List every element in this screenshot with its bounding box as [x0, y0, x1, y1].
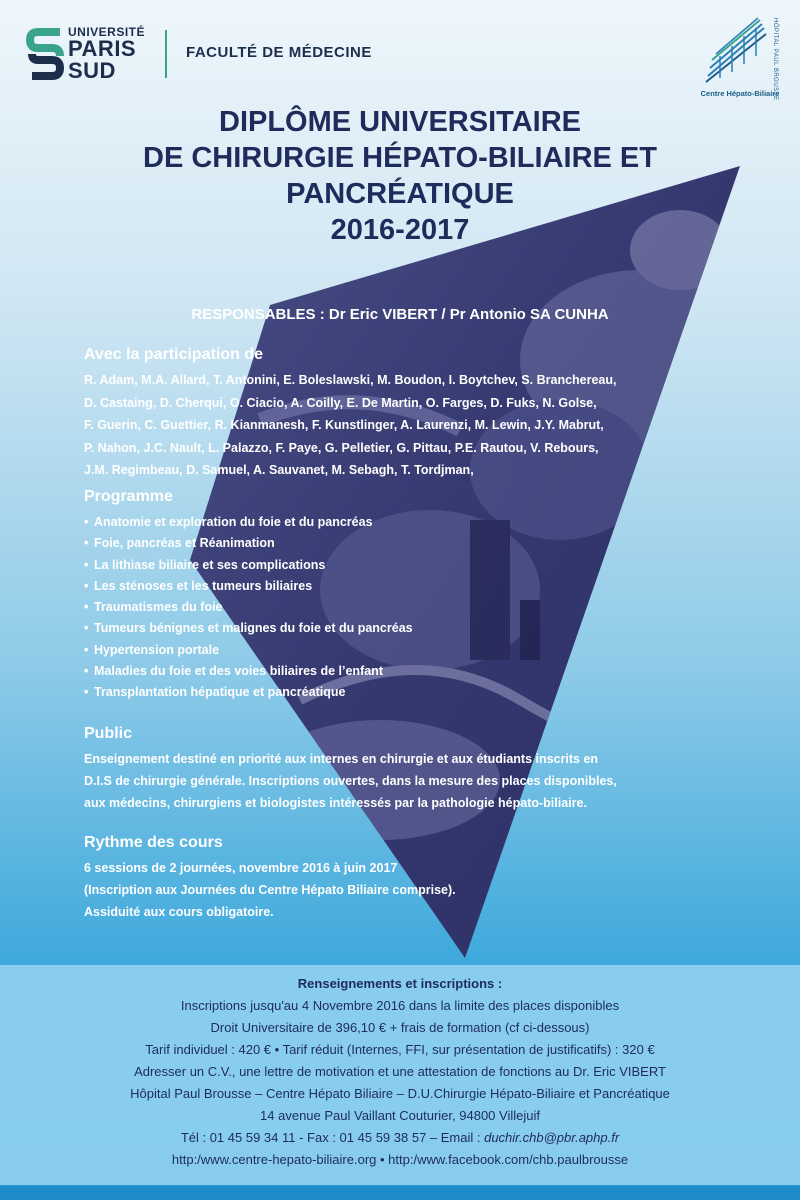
- university-line2: PARIS: [68, 36, 137, 61]
- participation-heading: Avec la participation de: [84, 346, 264, 363]
- participants-line: R. Adam, M.A. Allard, T. Antonini, E. Boleslawski, M. Boudon, I. Boytchev, S. Branchereau,: [84, 373, 617, 387]
- programme-heading: Programme: [84, 488, 173, 505]
- list-item: • Les sténoses et les tumeurs biliaires: [84, 576, 413, 597]
- footer-title: Renseignements et inscriptions :: [297, 976, 503, 991]
- universite-paris-sud-logo: [26, 26, 156, 84]
- participants-line: P. Nahon, J.C. Nault, L. Palazzo, F. Paye, G. Pelletier, G. Pittau, P.E. Rautou, V. Rebours,: [84, 440, 599, 455]
- programme-list: [84, 512, 413, 704]
- footer-info: [0, 973, 800, 1171]
- bullet-icon: •: [84, 557, 89, 572]
- title-line1: DIPLÔME UNIVERSITAIRE: [219, 106, 581, 138]
- building-icon: [700, 16, 772, 86]
- bullet-icon: •: [84, 621, 89, 636]
- title-line2: DE CHIRURGIE HÉPATO-BILIAIRE ET: [143, 142, 657, 174]
- footer-line: Inscriptions jusqu'au 4 Novembre 2016 dans la limite des places disponibles: [180, 998, 620, 1013]
- participants-list: [84, 369, 744, 482]
- list-item: • Hypertension portale: [84, 640, 413, 661]
- public-line: aux médecins, chirurgiens et biologistes intéressés par la pathologie hépato-biliaire.: [84, 796, 587, 810]
- bullet-icon: •: [84, 515, 89, 529]
- public-line: D.I.S de chirurgie générale. Inscriptions ouvertes, dans la mesure des places disponibles,: [84, 774, 617, 788]
- public-line: Enseignement destiné en priorité aux internes en chirurgie et aux étudiants inscrits en: [84, 752, 599, 766]
- participants-line: D. Castaing, D. Cherqui, O. Ciacio, A. Coilly, E. De Martin, O. Farges, D. Fuks, N. Golse,: [84, 395, 597, 410]
- website-link[interactable]: http:/www.centre-hepato-biliaire.org: [171, 1152, 377, 1167]
- bullet-icon: •: [84, 685, 89, 700]
- faculty-name: FACULTÉ DE MÉDECINE: [186, 44, 372, 61]
- footer-line: Tarif individuel : 420 € • Tarif réduit (Internes, FFI, sur présentation de justificatifs) : 320 €: [145, 1042, 655, 1057]
- rythme-line: 6 sessions de 2 journées, novembre 2016 à juin 2017: [84, 861, 398, 875]
- page-title: [0, 104, 800, 248]
- footer-line: Adresser un C.V., une lettre de motivation et une attestation de fonctions au Dr. Eric VIBERT: [134, 1064, 666, 1079]
- participants-line: F. Guerin, C. Guettier, R. Kianmanesh, F. Kunstlinger, A. Laurenzi, M. Lewin, J.Y. Mabrut,: [84, 418, 604, 432]
- university-line1: UNIVERSITÉ: [68, 25, 146, 39]
- public-description: [84, 748, 724, 814]
- footer-line: Droit Universitaire de 396,10 € + frais de formation (cf ci-dessous): [210, 1020, 590, 1035]
- bullet-icon: •: [84, 642, 89, 657]
- footer-line: Hôpital Paul Brousse – Centre Hépato Biliaire – D.U.Chirurgie Hépato-Biliaire et Pancréatique: [130, 1086, 670, 1101]
- centre-hepato-biliaire-logo: [700, 16, 788, 102]
- hospital-vertical-text: HÔPITAL PAUL BROUSSE: [772, 18, 778, 101]
- participants-line: J.M. Regimbeau, D. Samuel, A. Sauvanet, M. Sebagh, T. Tordjman,: [84, 463, 474, 477]
- email-link[interactable]: duchir.chb@pbr.aphp.fr: [484, 1130, 620, 1145]
- list-item: • Maladies du foie et des voies biliaires de l’enfant: [84, 661, 413, 682]
- university-line3: SUD: [68, 58, 116, 83]
- footer-contact: [0, 1127, 800, 1149]
- list-item: • Transplantation hépatique et pancréatique: [84, 682, 413, 703]
- bullet-icon: •: [84, 600, 89, 615]
- public-heading: Public: [84, 725, 133, 742]
- list-item: • Anatomie et exploration du foie et du pancréas: [84, 512, 413, 533]
- footer-line: 14 avenue Paul Vaillant Couturier, 94800 Villejuif: [260, 1108, 540, 1123]
- title-line3: PANCRÉATIQUE: [286, 178, 514, 210]
- rythme-line: Assiduité aux cours obligatoire.: [84, 905, 274, 919]
- list-item: • Tumeurs bénignes et malignes du foie et du pancréas: [84, 618, 413, 639]
- contact-phones: Tél : 01 45 59 34 11 - Fax : 01 45 59 38 57 – Email :: [180, 1130, 485, 1145]
- bullet-icon: •: [84, 578, 89, 593]
- title-year: 2016-2017: [330, 214, 470, 246]
- responsables: RESPONSABLES : Dr Eric VIBERT / Pr Antonio SA CUNHA: [191, 306, 609, 323]
- hospital-caption: Centre Hépato-Biliaire: [700, 89, 780, 98]
- list-item: • Traumatismes du foie: [84, 597, 413, 618]
- header-divider: [165, 30, 167, 78]
- list-item: • Foie, pancréas et Réanimation: [84, 533, 413, 554]
- bullet-icon: •: [84, 664, 89, 679]
- list-item: • La lithiase biliaire et ses complications: [84, 555, 413, 576]
- separator: •: [376, 1152, 389, 1167]
- bottom-band: [0, 1186, 800, 1200]
- rythme-description: [84, 857, 724, 923]
- rythme-heading: Rythme des cours: [84, 834, 223, 851]
- rythme-line: (Inscription aux Journées du Centre Hépato Biliaire comprise).: [84, 883, 456, 897]
- paris-sud-s-icon: [26, 26, 66, 84]
- facebook-link[interactable]: http:/www.facebook.com/chb.paulbrousse: [388, 1152, 629, 1167]
- bullet-icon: •: [84, 536, 89, 551]
- footer-websites: [0, 1149, 800, 1171]
